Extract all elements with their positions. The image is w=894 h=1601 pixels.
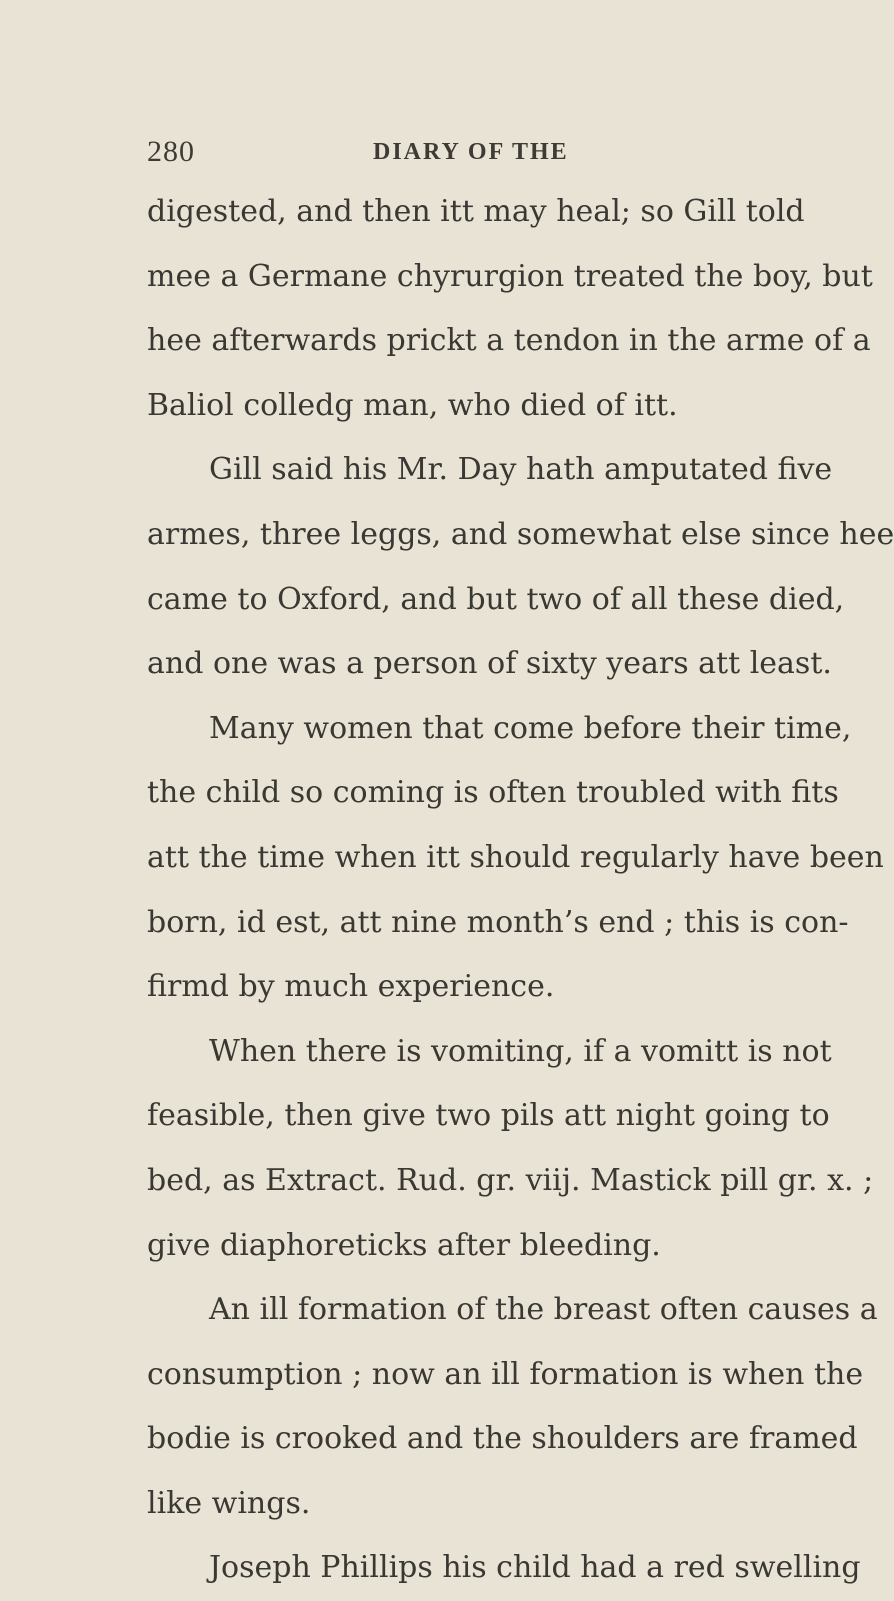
text-line: Baliol colledg man, who died of itt.	[147, 387, 678, 423]
paragraph-start-line: When there is vomiting, if a vomitt is not	[209, 1033, 832, 1069]
text-line: and one was a person of sixty years att least.	[147, 646, 832, 682]
paragraph-start-line: An ill formation of the breast often causes a	[209, 1292, 878, 1328]
paragraph-start-line: Joseph Phillips his child had a red swelling	[209, 1550, 861, 1586]
text-line: hee afterwards prickt a tendon in the arme of a	[147, 323, 871, 359]
text-line: armes, three leggs, and somewhat else since hee	[147, 516, 894, 552]
text-line: came to Oxford, and but two of all these died,	[147, 581, 845, 617]
text-line: give diaphoreticks after bleeding.	[147, 1227, 661, 1263]
paragraph-start-line: Many women that come before their time,	[209, 710, 852, 746]
paragraph-start-line: Gill said his Mr. Day hath amputated five	[209, 452, 833, 488]
text-line: att the time when itt should regularly have been	[147, 839, 884, 875]
text-line: firmd by much experience.	[147, 969, 555, 1005]
text-line: the child so coming is often troubled with fits	[147, 775, 839, 811]
page-number: 280	[147, 135, 195, 168]
body-text	[147, 180, 894, 1601]
text-line: bodie is crooked and the shoulders are framed	[147, 1421, 858, 1457]
text-line: feasible, then give two pils att night going to	[147, 1098, 830, 1134]
text-line: born, id est, att nine month’s end ; this is con-	[147, 904, 849, 940]
text-line: consumption ; now an ill formation is when the	[147, 1356, 864, 1392]
text-line: like wings.	[147, 1485, 311, 1521]
text-line: mee a Germane chyrurgion treated the boy, but	[147, 258, 873, 294]
text-line: digested, and then itt may heal; so Gill told	[147, 194, 805, 229]
running-title: DIARY OF THE	[373, 139, 569, 165]
text-line: bed, as Extract. Rud. gr. viij. Mastick pill gr. x. ;	[147, 1162, 874, 1198]
running-head	[147, 132, 747, 172]
